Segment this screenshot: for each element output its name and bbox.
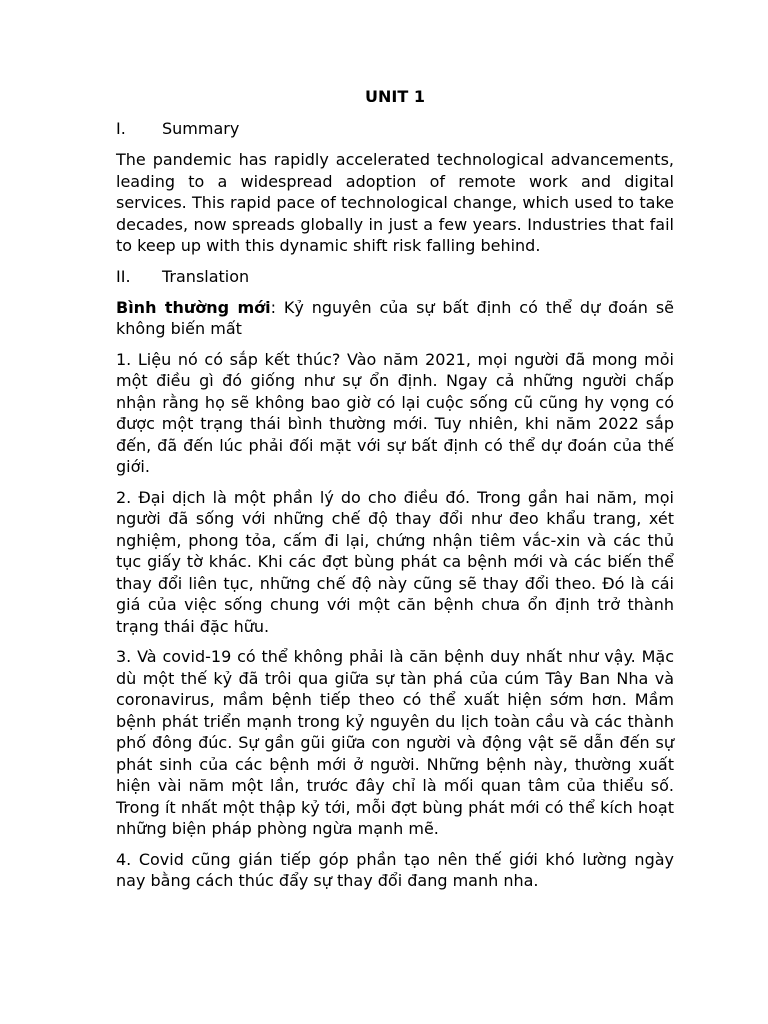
document-page xyxy=(116,86,674,901)
translation-paragraph: 3. Và covid-19 có thể không phải là căn bệnh duy nhất như vậy. Mặc dù một thế kỷ đã trôi qua giữa sự tàn phá của cúm Tây Ban Nha và coronavirus, mầm bệnh tiếp theo có thể xuất hiện sớm hơn. Mầm bệnh phát triển mạnh trong kỷ nguyên du lịch toàn cầu và các thành phố đông đúc. Sự gần gũi giữa con người và động vật sẽ dẫn đến sự phát sinh của các bệnh mới ở người. Những bệnh này, thường xuất hiện vài năm một lần, trước đây chỉ là mối quan tâm của thiểu số. Trong ít nhất một thập kỷ tới, mỗi đợt bùng phát mới có thể kích hoạt những biện pháp phòng ngừa mạnh mẽ. xyxy=(116,647,674,838)
translation-paragraph: 1. Liệu nó có sắp kết thúc? Vào năm 2021, mọi người đã mong mỏi một điều gì đó giống như sự ổn định. Ngay cả những người chấp nhận rằng họ sẽ không bao giờ có lại cuộc sống cũ cũng hy vọng có được một trạng thái bình thường mới. Tuy nhiên, khi năm 2022 sắp đến, đã đến lúc phải đối mặt với sự bất định có thể dự đoán của thế giới. xyxy=(116,349,674,476)
section-heading-summary xyxy=(116,118,674,140)
translation-paragraph: 2. Đại dịch là một phần lý do cho điều đó. Trong gần hai năm, mọi người đã sống với những chế độ thay đổi như đeo khẩu trang, xét nghiệm, phong tỏa, cấm đi lại, chứng nhận tiêm vắc-xin và các thủ tục giấy tờ khác. Khi các đợt bùng phát ca bệnh mới và các biến thể thay đổi liên tục, những chế độ này cũng sẽ thay đổi theo. Đó là cái giá của việc sống chung với một căn bệnh chưa ổn định trở thành trạng thái đặc hữu. xyxy=(116,487,674,636)
section-heading-label: Translation xyxy=(162,266,250,286)
section-number: II. xyxy=(116,266,131,286)
translation-subtitle xyxy=(116,297,674,340)
summary-paragraph: The pandemic has rapidly accelerated technological advancements, leading to a widespread adoption of remote work and digital services. This rapid pace of technological change, which used to take decades, now spreads globally in just a few years. Industries that fail to keep up with this dynamic shift risk falling behind. xyxy=(116,150,674,255)
section-heading-translation xyxy=(116,266,674,288)
document-title: UNIT 1 xyxy=(365,87,425,106)
section-number: I. xyxy=(116,119,126,138)
subtitle-bold: Bình thường mới xyxy=(116,297,271,317)
subtitle-rest: : Kỷ nguyên của sự bất định có thể dự đoán sẽ không biến mất xyxy=(116,297,675,338)
translation-paragraph: 4. Covid cũng gián tiếp góp phần tạo nên thế giới khó lường ngày nay bằng cách thúc đẩy sự thay đổi đang manh nha. xyxy=(116,849,674,890)
section-heading-label: Summary xyxy=(162,119,240,138)
